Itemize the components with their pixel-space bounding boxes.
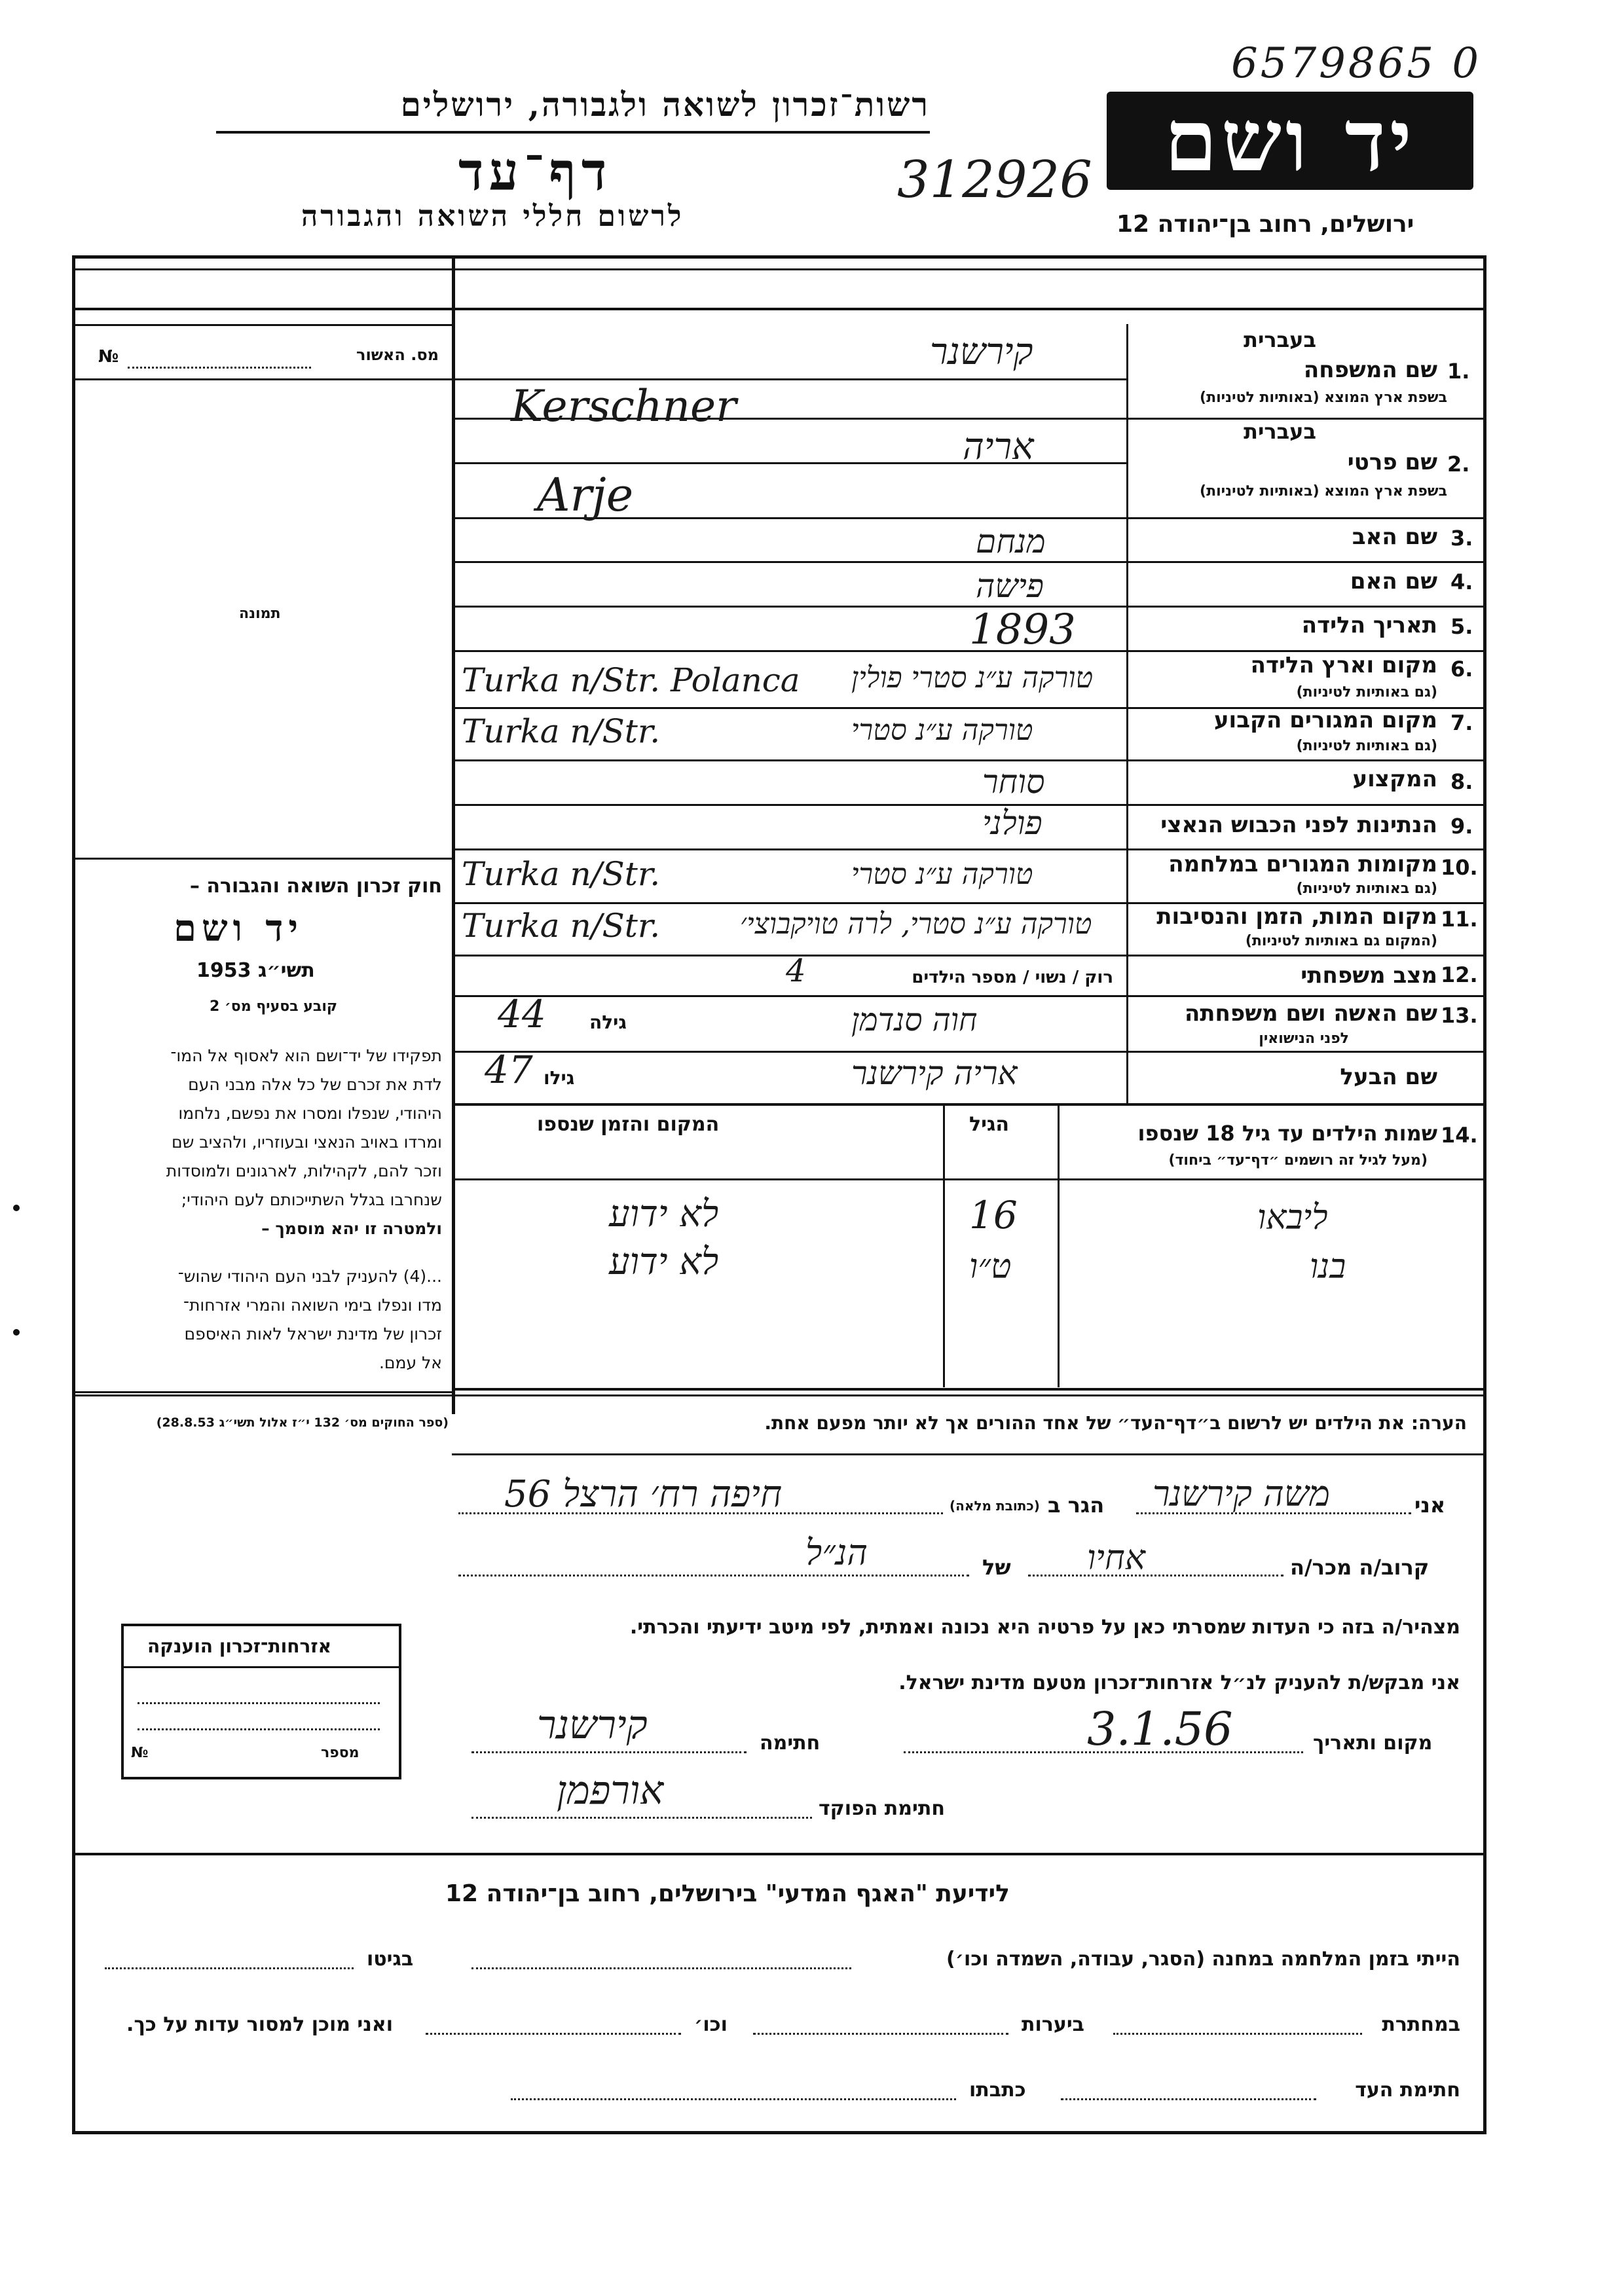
- footer-line3-dots-1: [1061, 2098, 1316, 2100]
- left-col-topline: [72, 324, 452, 326]
- field-13-sub: לפני הנישואין: [1259, 1030, 1349, 1047]
- decl-place-date-label: מקום ותאריך: [1313, 1732, 1433, 1755]
- husband-value: אריה קירשנר: [851, 1054, 1018, 1092]
- field-9-number: 9.: [1450, 814, 1473, 839]
- decl-signature-line: [471, 1751, 747, 1753]
- row-sep-9: [452, 848, 1485, 850]
- field-9-value: פולני: [982, 804, 1043, 842]
- field-7-sub: (גם באותיות לטיניות): [1296, 738, 1437, 754]
- label-column-divider: [1126, 324, 1128, 1103]
- child-2-age: ט״ו: [969, 1247, 1012, 1286]
- husband-age: 47: [485, 1048, 533, 1092]
- row-sep-4: [452, 606, 1485, 608]
- note-top-line: [72, 1394, 1485, 1396]
- children-label: שמות הילדים עד גיל 18 שנספו: [1137, 1121, 1437, 1146]
- field-8-number: 8.: [1450, 769, 1473, 794]
- field-7-label: מקום המגורים הקבוע: [1213, 707, 1437, 733]
- footer-line2-d: ואני מוכן למסור עדות על כך.: [126, 2013, 393, 2036]
- address: ירושלים, רחוב בן־יהודה 12: [1116, 211, 1414, 238]
- row-sep-7: [452, 759, 1485, 761]
- law-text-10: זכרון של מדינת ישראל לאות האיספם: [184, 1324, 442, 1343]
- field-2-tag: בעברית: [1244, 419, 1316, 444]
- child-1-place: לא ידוע: [609, 1193, 719, 1235]
- field-2-number: 2.: [1447, 452, 1470, 477]
- field-1-hebrew-value: קירשנר: [930, 331, 1033, 373]
- field-6-latin-value: Turka n/Str. Polanca: [462, 661, 800, 699]
- field-11-label: מקום המות, הזמן והנסיבות: [1156, 903, 1437, 930]
- law-text-2: לדת את זכרם של כל אלה מבני העם: [188, 1075, 442, 1094]
- row-sep-12: [452, 995, 1485, 997]
- field-1-latin-value: Kerschner: [511, 381, 737, 431]
- decl-name-line: [1136, 1512, 1411, 1514]
- footer-top-line: [72, 1853, 1485, 1855]
- row-sep-14: [452, 1103, 1485, 1106]
- handwritten-number: 312926: [897, 151, 1092, 210]
- footer-line1-a: הייתי בזמן המלחמה במחנה (הסגר, עבודה, השמדה וכו׳): [946, 1948, 1460, 1971]
- authority-title: רשות־זכרון לשואה ולגבורה, ירושלים: [400, 85, 930, 124]
- field-8-value: סוחר: [982, 763, 1045, 801]
- field-7-value: טורקה ע״נ סטרי: [851, 714, 1033, 747]
- law-text-11: אל עמם.: [378, 1353, 442, 1372]
- decl-address: חיפה רח׳ הרצל 56: [504, 1473, 783, 1516]
- citizenship-box-line-1: [138, 1702, 380, 1704]
- punch-mark-2: [13, 1329, 20, 1336]
- field-5-value: 1893: [969, 606, 1076, 654]
- field-13-label: שם האשה ושם משפחתה: [1184, 1000, 1437, 1027]
- field-10-label: מקומות המגורים במלחמה: [1168, 851, 1437, 877]
- authority-underline: [216, 131, 930, 134]
- field-12-label: מצב משפחתי: [1301, 962, 1437, 989]
- left-column-divider: [452, 255, 455, 1414]
- form-title: דף־עד: [458, 141, 612, 202]
- note-bottom-line: [452, 1453, 1485, 1455]
- field-10-latin-value: Turka n/Str.: [462, 855, 661, 893]
- row-sep-13: [452, 1051, 1485, 1053]
- law-text-4: ומרדו באויב הנאצי ובעוזריו, ולהציב שם: [172, 1133, 442, 1152]
- child-2-place: לא ידוע: [609, 1241, 719, 1283]
- field-10-number: 10.: [1441, 855, 1478, 880]
- law-clause: קובע בסעיף מס׳ 2: [210, 998, 338, 1015]
- footer-line2-dots-2: [753, 2033, 1008, 2035]
- left-col-line-3: [72, 858, 452, 860]
- field-3-label: שם האב: [1352, 524, 1437, 550]
- footer-line1-b: בגיטו: [367, 1948, 414, 1971]
- children-age-header: הגיל: [969, 1113, 1009, 1136]
- children-sub: (מעל לגיל זה רושמים ״דף־עד״ ביחוד): [1168, 1152, 1428, 1169]
- child-2-name: בנו: [1310, 1247, 1346, 1286]
- row-sep-11: [452, 955, 1485, 957]
- law-text-5: וזכר להם, לקהילות, לארגונים ולמוסדות: [166, 1161, 442, 1180]
- decl-signature: קירשנר: [537, 1702, 648, 1748]
- law-text-8: ...(4) להעניק לבני העם היהודי שהוש־: [177, 1267, 442, 1286]
- child-1-name: ליבאו: [1257, 1198, 1328, 1237]
- field-4-label: שם האם: [1350, 568, 1437, 594]
- punch-mark-1: [13, 1205, 20, 1211]
- field-7-latin-value: Turka n/Str.: [462, 712, 661, 750]
- decl-relation: אחיו: [1087, 1539, 1145, 1578]
- footer-line2-a: במחתרת: [1382, 2013, 1460, 2036]
- field-13-age: 44: [498, 992, 546, 1036]
- children-bottom-line: [452, 1388, 1485, 1391]
- frame-top-inner: [72, 268, 1485, 270]
- decl-statement-2: אני מבקש/ת להעניק לנ״ל אזרחות־זכרון מטעם מדינת ישראל.: [898, 1671, 1460, 1694]
- field-13-number: 13.: [1441, 1003, 1478, 1028]
- husband-label: שם הבעל: [1340, 1064, 1437, 1090]
- field-11-number: 11.: [1441, 907, 1478, 932]
- decl-date: 3.1.56: [1087, 1702, 1233, 1756]
- field-1-sub: בשפת ארץ המוצא (באותיות לטיניות): [1200, 390, 1447, 406]
- photo-label: תמונה: [239, 606, 281, 622]
- field-4-number: 4.: [1450, 570, 1473, 594]
- decl-statement-1: מצהיר/ה בזה כי העדות שמסרתי כאן על פרטיה היא נכונה ואמתית, לפי מיטב ידיעתי והכרתי.: [629, 1616, 1460, 1639]
- field-1-tag: בעברית: [1244, 327, 1316, 352]
- decl-relation-line: [1028, 1575, 1283, 1576]
- footer-line3-a: חתימת העד: [1355, 2079, 1460, 2102]
- archive-number: 6579865 0: [1231, 39, 1482, 88]
- field-10-value: טורקה ע״נ סטרי: [851, 858, 1033, 891]
- yad-vashem-logo: [1107, 92, 1473, 190]
- field-12-number: 12.: [1441, 962, 1478, 987]
- decl-resides-label: הגר ב: [1048, 1493, 1105, 1518]
- footer-line3-b: כתבתו: [969, 2079, 1026, 2102]
- field-10-sub: (גם באותיות לטיניות): [1296, 881, 1437, 897]
- child-1-age: 16: [969, 1193, 1018, 1237]
- law-source: (ספר החוקים מס׳ 132 י״ז אלול תשי״ג 28.8.53): [156, 1415, 449, 1430]
- law-year: תשי״ג 1953: [196, 959, 315, 982]
- law-text-3: היהודי, שנפלו ומסרו את נפשם, נלחמו: [178, 1104, 442, 1123]
- footer-line2-dots-3: [426, 2033, 681, 2035]
- law-title: חוק זכרון השואה והגבורה –: [189, 875, 442, 898]
- decl-of-name: הנ״ל: [805, 1532, 868, 1573]
- row-sep-1: [452, 378, 1126, 380]
- approval-no-sign: №: [98, 347, 119, 367]
- husband-age-label: גילו: [544, 1067, 575, 1089]
- field-4-value: פישה: [976, 567, 1044, 605]
- decl-relative-label: קרוב/ה מכר/ה: [1290, 1555, 1430, 1580]
- citizenship-box-sign: №: [131, 1745, 149, 1761]
- footer-line2-c: וכו׳: [694, 2013, 728, 2036]
- children-col-2: [943, 1106, 945, 1387]
- decl-of-line: [458, 1575, 969, 1576]
- field-2-label: שם פרטי: [1347, 449, 1437, 475]
- footer-line2-b: ביערות: [1022, 2013, 1084, 2036]
- citizenship-box-title: אזרחות־זכרון הוענקה: [147, 1635, 331, 1657]
- children-header-line: [452, 1178, 1485, 1180]
- field-7-number: 7.: [1450, 710, 1473, 735]
- row-sep-3: [452, 561, 1485, 563]
- field-11-sub: (המקום גם באותיות לטיניות): [1245, 933, 1437, 949]
- footer-line1-dots-1: [471, 1967, 851, 1969]
- law-text-7: ולמטרה זו יהא מוסמך –: [261, 1219, 442, 1238]
- frame-top-band: [72, 308, 1485, 310]
- citizenship-box-divider: [124, 1666, 399, 1668]
- field-1-label: שם המשפחה: [1303, 357, 1437, 383]
- left-col-line-2: [72, 378, 452, 380]
- footer-line3-dots-2: [511, 2098, 956, 2100]
- footer-title: לידיעת "האגף המדעי" בירושלים, רחוב בן־יהודה 12: [445, 1880, 1010, 1907]
- left-col-line-4: [72, 1391, 452, 1393]
- decl-official-signature: אורפמן: [557, 1768, 664, 1813]
- field-12-printed: רוק / נשוי / מספר הילדים: [912, 968, 1113, 987]
- law-text-1: תפקידו של יד־ושם הוא לאסוף אל המו־: [170, 1046, 442, 1065]
- decl-address-line: [458, 1512, 943, 1514]
- decl-of-label: של: [982, 1555, 1011, 1580]
- field-1-number: 1.: [1447, 359, 1470, 384]
- law-text-9: מדו ונפלו בימי השואה והמרי אזרחות־: [183, 1296, 442, 1315]
- citizenship-box-number: מספר: [321, 1745, 360, 1761]
- citizenship-box-line-2: [138, 1728, 380, 1730]
- field-8-label: המקצוע: [1352, 766, 1437, 792]
- decl-date-line: [904, 1751, 1303, 1753]
- logo-text: יד ושם: [1164, 90, 1416, 191]
- children-place-header: המקום והזמן שנספו: [537, 1113, 720, 1136]
- children-col-1: [1058, 1106, 1060, 1387]
- approval-no-line: [128, 367, 311, 369]
- field-11-value: טורקה ע״נ סטרי, לרה טויקבוצי׳: [740, 907, 1092, 941]
- children-number: 14.: [1441, 1123, 1478, 1148]
- law-name: יד ושם: [174, 907, 304, 950]
- field-13-value: חוה סנדמן: [851, 1002, 978, 1038]
- field-5-label: תאריך הלידה: [1301, 612, 1437, 638]
- field-11-latin-value: Turka n/Str.: [462, 907, 661, 945]
- note-text: הערה: את הילדים יש לרשום ב״דף־העד״ של אחד ההורים אך לא יותר מפעם אחת.: [764, 1412, 1467, 1434]
- law-text-6: שנחרבו בגלל השתייכותם לעם היהודי;: [181, 1190, 442, 1209]
- decl-official-label: חתימת הפוקד: [819, 1797, 945, 1820]
- field-12-value: 4: [786, 953, 806, 989]
- field-2-latin-value: Arje: [537, 468, 634, 522]
- field-2-hebrew-value: אריה: [963, 426, 1034, 468]
- decl-i-name: משה קירשנר: [1153, 1473, 1330, 1514]
- field-6-number: 6.: [1450, 657, 1473, 682]
- field-3-value: מנחם: [976, 522, 1046, 560]
- footer-line2-dots-1: [1113, 2033, 1362, 2035]
- decl-address-hint: (כתובת מלאה): [950, 1498, 1040, 1514]
- field-6-value: טורקה ע״נ סטרי פולין: [851, 661, 1094, 695]
- field-9-label: הנתינות לפני הכבוש הנאצי: [1160, 812, 1437, 838]
- approval-no-label: מס. האשור: [356, 346, 439, 364]
- field-6-sub: (גם באותיות לטיניות): [1296, 684, 1437, 701]
- decl-signature-label: חתימה: [760, 1732, 821, 1755]
- footer-line1-dots-2: [105, 1967, 354, 1969]
- row-sep-8: [452, 804, 1485, 806]
- field-13-age-label: גילה: [589, 1011, 627, 1033]
- decl-official-line: [471, 1817, 812, 1819]
- decl-i-label: אני: [1414, 1493, 1446, 1518]
- field-6-label: מקום וארץ הלידה: [1250, 652, 1437, 678]
- field-3-number: 3.: [1450, 526, 1473, 551]
- field-5-number: 5.: [1450, 614, 1473, 639]
- field-2-sub: בשפת ארץ המוצא (באותיות לטיניות): [1200, 483, 1447, 500]
- form-subtitle: לרשום חללי השואה והגבורה: [301, 200, 684, 233]
